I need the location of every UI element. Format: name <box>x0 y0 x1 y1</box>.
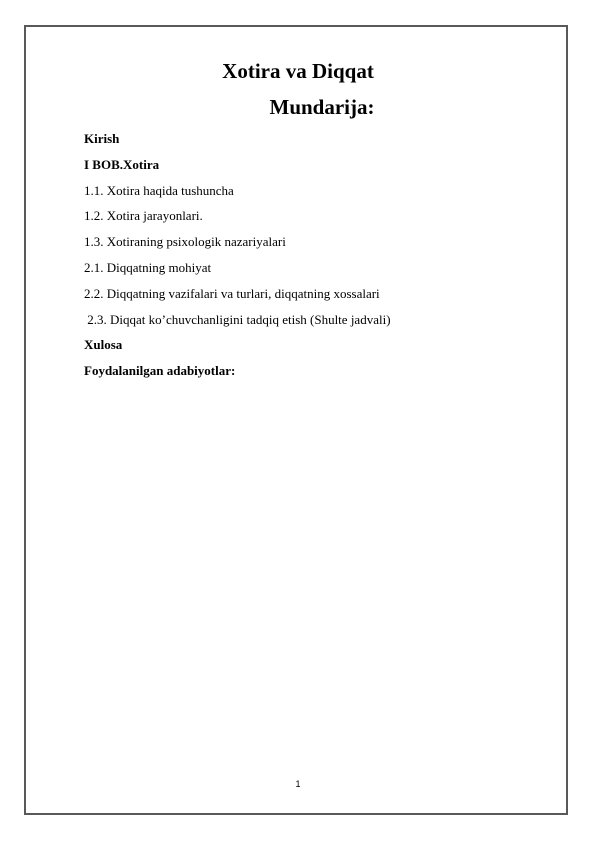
toc-item-kirish: Kirish <box>84 131 120 146</box>
toc-item-xulosa: Xulosa <box>84 337 123 353</box>
toc-item-chapter-1: I BOB.Xotira <box>84 156 160 172</box>
page-number: 1 <box>295 779 301 789</box>
toc-item-2-1: 2.1. Diqqatning mohiyat <box>84 259 212 275</box>
table-of-contents <box>84 126 391 384</box>
toc-item-1-2: 1.2. Xotira jarayonlari. <box>84 208 203 224</box>
toc-heading: Mundarija: <box>269 95 375 119</box>
toc-item-1-3: 1.3. Xotiraning psixologik nazariyalari <box>84 234 286 250</box>
toc-item-2-3: 2.3. Diqqat ko’chuvchanligini tadqiq etish (Shulte jadvali) <box>84 311 391 327</box>
document-title: Xotira va Diqqat <box>222 59 374 83</box>
toc-item-2-2: 2.2. Diqqatning vazifalari va turlari, diqqatning xossalari <box>84 285 380 301</box>
toc-item-references: Foydalanilgan adabiyotlar: <box>84 363 236 379</box>
toc-item-1-1: 1.1. Xotira haqida tushuncha <box>84 182 234 198</box>
